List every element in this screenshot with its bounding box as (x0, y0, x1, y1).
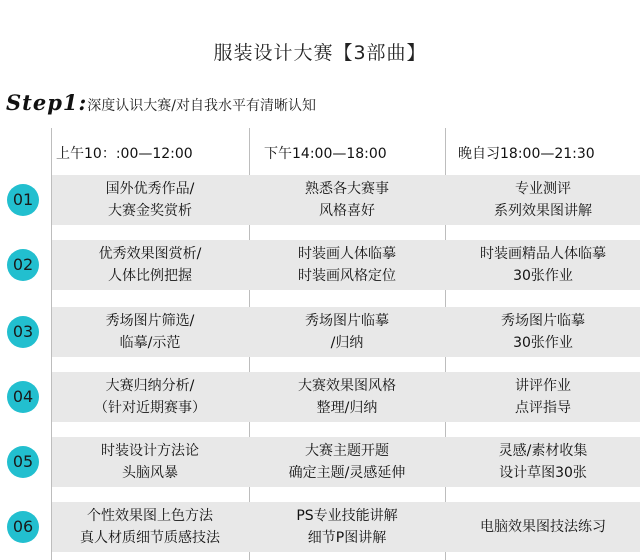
afternoon-cell: 熟悉各大赛事 风格喜好 (305, 181, 389, 219)
row-number-badge: 04 (7, 381, 39, 413)
afternoon-cell: 大赛主题开题 确定主题/灵感延伸 (288, 443, 406, 481)
afternoon-cell: 大赛效果图风格 整理/归纳 (298, 378, 396, 416)
morning-cell: 个性效果图上色方法 真人材质细节质感技法 (80, 508, 220, 546)
step-label: Step1: (6, 90, 88, 115)
column-header-afternoon: 下午14:00—18:00 (264, 146, 387, 162)
schedule-row (0, 502, 640, 552)
row-number-badge: 01 (7, 184, 39, 216)
row-number-badge: 06 (7, 511, 39, 543)
row-number-badge: 05 (7, 446, 39, 478)
evening-cell: 电脑效果图技法练习 (480, 519, 606, 535)
morning-cell: 优秀效果图赏析/ 人体比例把握 (98, 246, 202, 284)
column-header-morning: 上午10：:00—12:00 (56, 146, 193, 162)
afternoon-cell: PS专业技能讲解 细节P图讲解 (296, 508, 398, 546)
row-number-badge: 03 (7, 316, 39, 348)
column-header-evening: 晚自习18:00—21:30 (458, 146, 595, 162)
step-heading (6, 90, 316, 118)
evening-cell: 讲评作业 点评指导 (515, 378, 571, 416)
afternoon-cell: 秀场图片临摹 /归纳 (305, 313, 389, 351)
morning-cell: 秀场图片筛选/ 临摹/示范 (105, 313, 195, 351)
evening-cell: 专业测评 系列效果图讲解 (494, 181, 592, 219)
step-description: 深度认识大赛/对自我水平有清晰认知 (87, 98, 316, 114)
schedule-row (0, 307, 640, 357)
schedule-row (0, 175, 640, 225)
morning-cell: 大赛归纳分析/ （针对近期赛事） (94, 378, 206, 416)
morning-cell: 国外优秀作品/ 大赛金奖赏析 (105, 181, 195, 219)
afternoon-cell: 时装画人体临摹 时装画风格定位 (298, 246, 396, 284)
evening-cell: 秀场图片临摹 30张作业 (501, 313, 585, 351)
evening-cell: 灵感/素材收集 设计草图30张 (498, 443, 588, 481)
page-title: 服装设计大赛【3部曲】 (213, 42, 427, 64)
schedule-row (0, 437, 640, 487)
morning-cell: 时装设计方法论 头脑风暴 (101, 443, 199, 481)
row-number-badge: 02 (7, 249, 39, 281)
schedule-row (0, 240, 640, 290)
schedule-row (0, 372, 640, 422)
evening-cell: 时装画精品人体临摹 30张作业 (480, 246, 606, 284)
